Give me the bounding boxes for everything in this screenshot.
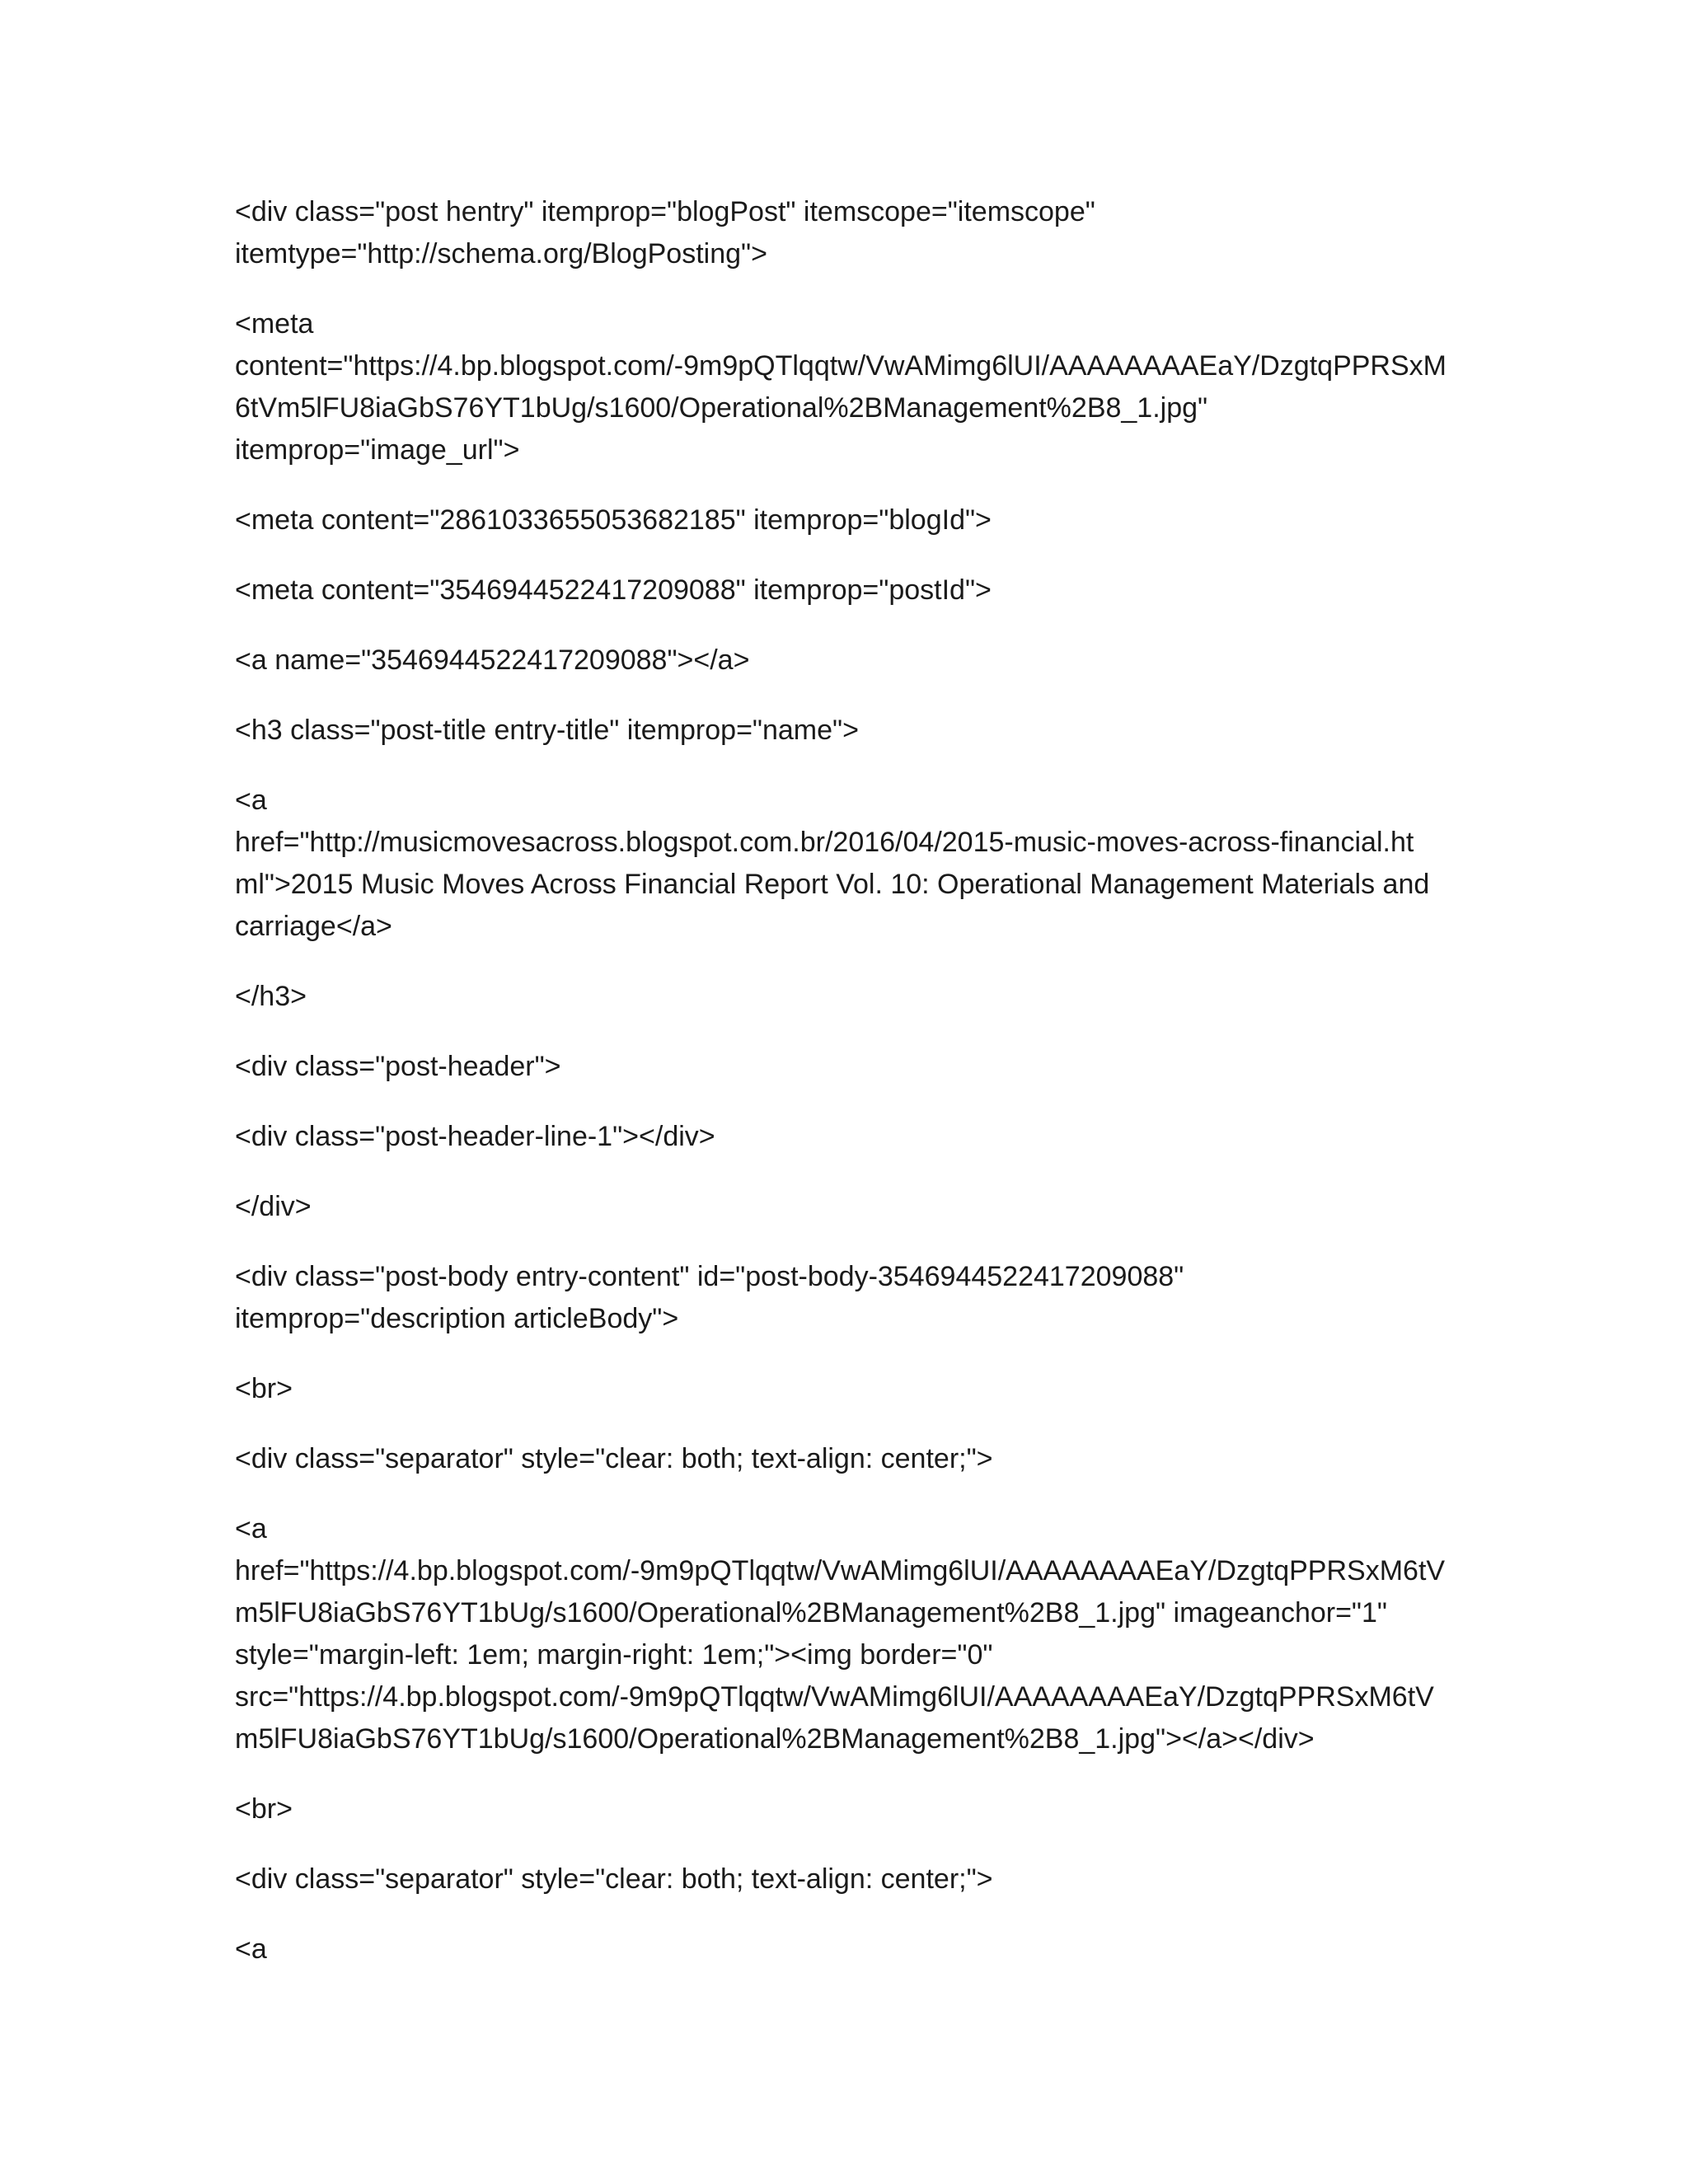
paragraph [235,1256,1455,1340]
paragraph [235,1438,1455,1480]
paragraph [235,191,1455,275]
text-line: <a name="3546944522417209088"></a> [235,644,750,676]
paragraph [235,1368,1455,1410]
paragraph [235,1858,1455,1900]
text-line: <br> [235,1373,293,1404]
text-line: style="margin-left: 1em; margin-right: 1em;"><img border="0" [235,1639,993,1671]
paragraph [235,780,1455,948]
text-line: </h3> [235,981,307,1012]
text-line: <br> [235,1793,293,1825]
text-line: <div class="post-header"> [235,1051,561,1082]
paragraph [235,976,1455,1018]
paragraph [235,1929,1455,1971]
paragraph [235,1046,1455,1088]
text-line: <a [235,1933,267,1965]
text-line: content="https://4.bp.blogspot.com/-9m9pQTlqqtw/VwAMimg6lUI/AAAAAAAAEaY/DzgtqPPRSxM [235,350,1447,382]
text-line: href="http://musicmovesacross.blogspot.com.br/2016/04/2015-music-moves-across-financial.ht [235,827,1414,858]
text-line: <a [235,1513,267,1544]
text-line: src="https://4.bp.blogspot.com/-9m9pQTlqqtw/VwAMimg6lUI/AAAAAAAAEaY/DzgtqPPRSxM6tV [235,1681,1434,1713]
text-line: <div class="separator" style="clear: both; text-align: center;"> [235,1443,993,1474]
text-line: itemprop="image_url"> [235,434,520,466]
text-line: <div class="post-header-line-1"></div> [235,1121,715,1152]
text-line: itemprop="description articleBody"> [235,1303,679,1334]
text-line: 6tVm5lFU8iaGbS76YT1bUg/s1600/Operational%2BManagement%2B8_1.jpg" [235,392,1208,424]
paragraph [235,1186,1455,1228]
text-line: </div> [235,1191,312,1222]
text-line: <div class="separator" style="clear: both; text-align: center;"> [235,1863,993,1895]
text-line: <meta [235,308,314,340]
paragraph [235,1508,1455,1760]
text-line: <meta content="3546944522417209088" itemprop="postId"> [235,574,992,606]
text-line: <a [235,785,267,816]
text-line: carriage</a> [235,911,392,942]
text-line: <h3 class="post-title entry-title" itemprop="name"> [235,715,859,746]
paragraph [235,1788,1455,1830]
text-line: <div class="post hentry" itemprop="blogPost" itemscope="itemscope" [235,196,1095,227]
text-line: href="https://4.bp.blogspot.com/-9m9pQTlqqtw/VwAMimg6lUI/AAAAAAAAEaY/DzgtqPPRSxM6tV [235,1555,1446,1586]
paragraph [235,640,1455,682]
document-body [235,191,1455,1999]
text-line: ml">2015 Music Moves Across Financial Report Vol. 10: Operational Management Materials and [235,869,1430,900]
text-line: itemtype="http://schema.org/BlogPosting"> [235,238,767,269]
text-line: <div class="post-body entry-content" id="post-body-3546944522417209088" [235,1261,1184,1292]
paragraph [235,569,1455,612]
paragraph [235,1116,1455,1158]
text-line: <meta content="2861033655053682185" itemprop="blogId"> [235,504,992,536]
paragraph [235,303,1455,471]
text-line: m5lFU8iaGbS76YT1bUg/s1600/Operational%2BManagement%2B8_1.jpg" imageanchor="1" [235,1597,1387,1629]
text-line: m5lFU8iaGbS76YT1bUg/s1600/Operational%2BManagement%2B8_1.jpg"></a></div> [235,1723,1315,1755]
paragraph [235,499,1455,541]
paragraph [235,710,1455,752]
